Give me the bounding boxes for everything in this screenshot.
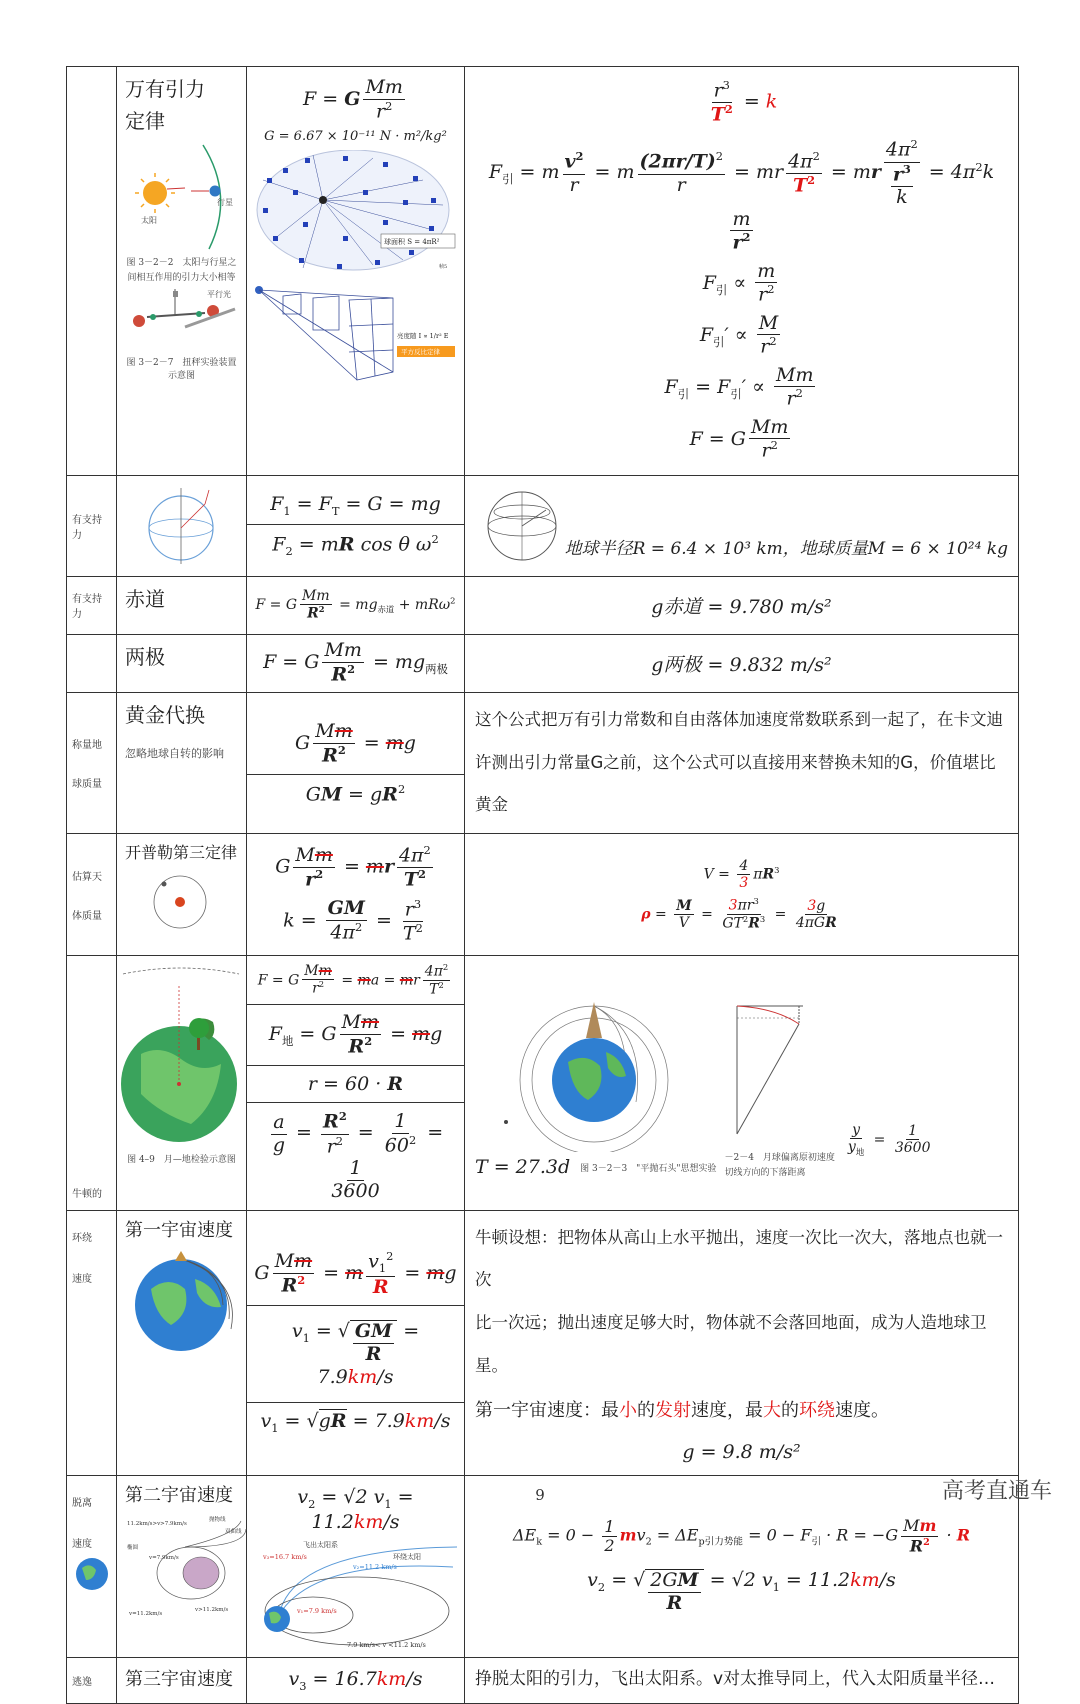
sphere-latitude-figure	[484, 488, 564, 564]
orbit-label: v₃=16.7 km/s	[263, 1552, 307, 1561]
orbit-label: 11.2km/s>v>7.9km/s	[127, 1520, 187, 1527]
row7-figures: T = 27.3d 图 3－2－3 "平抛石头"思想实验 －2－4 月球偏离原初速度 切线方向的下落距离 y $y_地$ = $\frac{1}{3600}$	[465, 955, 1019, 1210]
orbit-figure	[150, 870, 214, 930]
topic-title: 第二宇宙速度	[125, 1484, 233, 1506]
fig-caption: 图 3－2－7 扭秤实验装置示意图	[126, 358, 237, 381]
row-label-line1: 估算天	[72, 871, 102, 883]
formula-v1-gr: $v_1 = √gR = 7.9km/s$	[260, 1410, 451, 1435]
torsion-balance-figure	[125, 287, 239, 351]
topic-title: 两极	[125, 644, 165, 669]
topic-cell	[117, 1210, 247, 1475]
row7-formulas	[247, 955, 465, 1210]
intensity-label: 亮度随 I ∝ 1/r² E	[397, 332, 449, 341]
moon-test-figure-cell	[117, 955, 247, 1210]
golden-explanation	[465, 692, 1019, 834]
orbit-label: v=7.9km/s	[149, 1554, 179, 1561]
row1-label-cell	[67, 67, 117, 476]
topic-title: 赤道	[125, 586, 165, 611]
g-equator	[465, 576, 1019, 634]
moon-earth-figure	[121, 964, 243, 1148]
fig-label-planet: 行星	[217, 198, 233, 207]
formula-earth-surface: $F_地 = G$ $\frac{Mm}{R^2}$ = mg	[247, 1005, 464, 1066]
row-label	[67, 1210, 117, 1475]
text-seg: 第一宇宙速度：最	[475, 1400, 619, 1422]
orbit-launch-figure	[125, 1249, 241, 1353]
row2-formulas	[247, 475, 465, 576]
orbit-label: 椭圆	[127, 1544, 139, 1551]
orbit-label: 7.9 km/s< v <11.2 km/s	[347, 1640, 426, 1649]
moon-period: T = 27.3d	[475, 1155, 571, 1178]
text-seg-red: 大	[763, 1400, 781, 1422]
row6-density	[465, 834, 1019, 956]
formula-distance: r = 60 · R	[247, 1066, 464, 1103]
row-label: 有支持力	[67, 475, 117, 576]
newton-idea	[475, 1217, 1008, 1435]
text-seg-red: 环绕	[799, 1400, 835, 1422]
topic-note: 忽略地球自转的影响	[125, 746, 224, 760]
orbit-label: v=11.2km/s	[129, 1610, 163, 1617]
gravitation-table	[66, 66, 1019, 1704]
row-label-line2: 球质量	[72, 778, 102, 790]
row-label	[67, 692, 117, 834]
kepler-ratio: $\frac{r^3}{T^2}$ = k	[710, 78, 778, 126]
earth-constants-cell	[465, 475, 1019, 576]
row-kepler	[67, 834, 1019, 956]
proportional-m: $F_引$ ∝ $\frac{m}{r^2}$	[702, 259, 776, 306]
formula-k: k = $\frac{GM}{4\pi^2}$ = $\frac{r^3}{T^2}$	[283, 896, 423, 945]
orbit-label: v>11.2km/s	[195, 1606, 229, 1613]
field-lines-figure	[253, 150, 459, 276]
solar-escape-figure	[253, 1539, 459, 1649]
row-label-line1: 脱离	[72, 1497, 92, 1509]
inverse-law-label: 平方反比定律	[401, 348, 440, 357]
sphere-area-label: 球面积 S = 4πR²	[384, 238, 440, 247]
row-label	[67, 834, 117, 956]
orbit-label: 抛物线	[209, 1516, 226, 1523]
watermark: 高考直通车	[941, 1479, 1052, 1504]
escape-orbits-figure	[125, 1515, 247, 1619]
figure-tag: 帧5	[439, 264, 448, 271]
orbit-label: v₂=11.2 km/s	[353, 1562, 397, 1571]
topic-title: 开普勒第三定律	[125, 843, 238, 863]
fig-caption-line2: 切线方向的下落距离	[724, 1167, 806, 1178]
proportional-M: $F_引'$ ∝ $\frac{M}{r^2}$	[699, 311, 779, 358]
sun-planet-figure	[125, 141, 239, 251]
text-line2: 比一次远；抛出速度足够大时，物体就不会落回地面，成为人造地球卫星。	[475, 1313, 987, 1376]
proportional-Mm: $F_引 = F_引'$ ∝ $\frac{Mm}{r^2}$	[664, 363, 814, 410]
row-golden-substitution	[67, 692, 1019, 834]
fig-label-parallel-light: 平行光	[207, 290, 231, 299]
fig-caption: －2－4 月球偏离原初速度	[724, 1152, 835, 1163]
formula-equator: F = G $\frac{Mm}{R^2}$ = $mg_{赤道} + mR\omega^2$	[247, 576, 465, 634]
gravitational-constant: G = 6.67 × 10⁻¹¹ N · m²/kg²	[264, 129, 447, 145]
formula-second-velocity: $v_2 = √2$ $v_1 = 11.2km/s$	[297, 1485, 414, 1533]
row6-formulas	[247, 834, 465, 956]
formula-kepler: G $\frac{Mm}{r^2}$ = mr $\frac{4\pi^2}{T^2}$	[275, 843, 431, 891]
fig-caption-line2: 间相互作用的引力大小相等	[127, 273, 236, 283]
final-law: F = G $\frac{Mm}{r^2}$	[689, 415, 789, 462]
topic-title: 第一宇宙速度	[125, 1219, 233, 1241]
formula-v1-gm: $v_1$ = √ GM R = 7.9km/s	[247, 1306, 464, 1403]
row8-formulas	[247, 1210, 465, 1475]
row-label-line1: 称量地	[72, 739, 102, 751]
formula-energy: $\Delta E_k = 0$ − $\frac{1}{2}$ $mv_2 = \Delta E_{p引力势能} = 0 - F_引 \cdot R = -G$ $\frac{Mm}{R^2}$ · R	[512, 1516, 971, 1556]
formula-third-velocity: $v_3 = 16.7km/s$	[247, 1657, 465, 1703]
topic-cell	[117, 692, 247, 834]
fig-caption: 图 3－2－3 "平抛石头"思想实验	[580, 1164, 717, 1175]
text-seg-red: 小	[619, 1400, 637, 1422]
orbit-label: v₁=7.9 km/s	[297, 1606, 337, 1615]
row-universal-gravitation	[67, 67, 1019, 476]
row-label-line2: 速度	[72, 1538, 92, 1550]
row-first-cosmic-velocity	[67, 1210, 1019, 1475]
g-surface-value: g = 9.8 m/s²	[682, 1440, 801, 1463]
row-label: 逃逸	[67, 1657, 117, 1703]
row-moon-earth-test	[67, 955, 1019, 1210]
row1-formula-cell	[247, 67, 465, 476]
page-number: 9	[535, 1486, 545, 1504]
fig-caption: 图 3－2－2 太阳与行星之	[126, 258, 237, 268]
first-velocity-explanation	[465, 1210, 1019, 1475]
topic-title	[117, 576, 247, 634]
earth-radius-mass: 地球半径R = 6.4 × 10³ km，地球质量M = 6 × 10²⁴ kg	[564, 539, 1008, 560]
projectile-thought-figure	[476, 992, 716, 1152]
row-label-line2: 速度	[72, 1273, 92, 1285]
third-velocity-text	[465, 1657, 1019, 1703]
topic-title: 黄金代换	[125, 702, 205, 727]
g-poles	[465, 634, 1019, 692]
text-seg-red: 发射	[655, 1400, 691, 1422]
row-label-line1: 环绕	[72, 1232, 92, 1244]
formula-density: ρ = $\frac{M}{V}$ = $\frac{3\pi r^3}{GT^2R^3}$ = 3g 4πGR	[641, 895, 837, 932]
topic-title-line2: 定律	[125, 109, 165, 133]
row-third-cosmic-velocity	[67, 1657, 1019, 1703]
row1-derivation-cell	[465, 67, 1019, 476]
formula-poles: F = G $\frac{Mm}{R^2}$ = $mg_{两极}$	[247, 634, 465, 692]
row-label	[67, 634, 117, 692]
golden-text: 这个公式把万有引力常数和自由落体加速度常数联系到一起了，在卡文迪许测出引力常量G之前，这个公式可以直接用来替换未知的G，价值堪比黄金	[475, 709, 1003, 815]
earth-axis-figure-cell	[117, 475, 247, 576]
escape-text: 挣脱太阳的引力，飞出太阳系。v对太推导同上，代入太阳质量半径…	[475, 1669, 996, 1690]
row5-formulas	[247, 692, 465, 834]
topic-title: 第三宇宙速度	[125, 1668, 233, 1690]
topic-cell	[117, 634, 247, 692]
row-poles	[67, 634, 1019, 692]
row1-topic-cell	[117, 67, 247, 476]
formula-volume: V = $\frac{4}{3}$ $\pi R^3$	[703, 857, 780, 891]
row-label: 有支持力	[67, 576, 117, 634]
formula-moon: F = G $\frac{Mm}{r^2}$ = ma = mr $\frac{4\pi^2}{T^2}$	[247, 956, 464, 1006]
orbit-label: 双曲线	[225, 1528, 242, 1535]
inverse-square-figure	[253, 280, 459, 384]
row-equator	[67, 576, 1019, 634]
g-poles-value: g两极 = 9.832 m/s²	[651, 653, 832, 676]
formula-universal: F = G $\frac{Mm}{r^2}$	[303, 76, 403, 123]
text-seg: 的	[781, 1400, 799, 1422]
formula-first-velocity: G $\frac{Mm}{R^2}$ = m $\frac{v_1^2}{R}$ = mg	[247, 1243, 464, 1306]
text-line1: 牛顿设想：把物体从高山上水平抛出，速度一次比一次大，落地点也就一次	[475, 1227, 1003, 1290]
fig-caption: 图 4–9 月—地检验示意图	[127, 1154, 236, 1165]
g-equator-value: g赤道 = 9.780 m/s²	[651, 595, 832, 618]
topic-cell	[117, 834, 247, 956]
formula-golden: G $\frac{Mm}{R^2}$ = mg	[247, 714, 464, 775]
formula-f2: $F_2$ = mR cos θ $\omega^2$	[272, 532, 439, 559]
formula-f1: $F_1 = F_T = G$ = mg	[247, 486, 464, 526]
orbit-label: 飞出太阳系	[303, 1540, 338, 1549]
row-supporting-force	[67, 475, 1019, 576]
formula-v2: $v_2$ = √ 2GM R = √2 $v_1 = 11.2km/s$	[587, 1569, 896, 1615]
text-line3	[475, 1388, 1008, 1435]
row-label: 牛顿的	[67, 955, 117, 1210]
text-seg: 速度。	[835, 1400, 889, 1422]
formula-ratio: $\frac{a}{g}$ = $\frac{R^2}{r^2}$ = $\frac{1}{60^2}$ = $\frac{1}{3600}$	[272, 1109, 444, 1202]
text-seg: 的	[637, 1400, 655, 1422]
text-seg: 速度，最	[691, 1400, 763, 1422]
topic-cell	[117, 1657, 247, 1703]
earth-axis-figure	[143, 486, 221, 566]
row-label-line2: 体质量	[72, 910, 102, 922]
g-surface	[475, 1441, 1008, 1463]
small-earth-icon	[72, 1554, 112, 1594]
fig-label-sun: 太阳	[141, 216, 157, 225]
formula-gm: GM = $gR^2$	[305, 781, 406, 806]
moon-deviation-figure	[725, 998, 835, 1146]
topic-title: 万有引力	[125, 77, 205, 101]
force-derivation: $F_引 = m$ $\frac{v^2}{r}$ = m $\frac{(2\pi r/T)^2}{r}$ = mr $\frac{4\pi^2}{T^2}$ = mr $\frac{4\pi^2}{\frac{r^3}{k}}$ = $4\pi^2k$ $\frac{m}{r^2}$	[488, 137, 995, 254]
orbit-label: 环绕太阳	[393, 1552, 421, 1561]
